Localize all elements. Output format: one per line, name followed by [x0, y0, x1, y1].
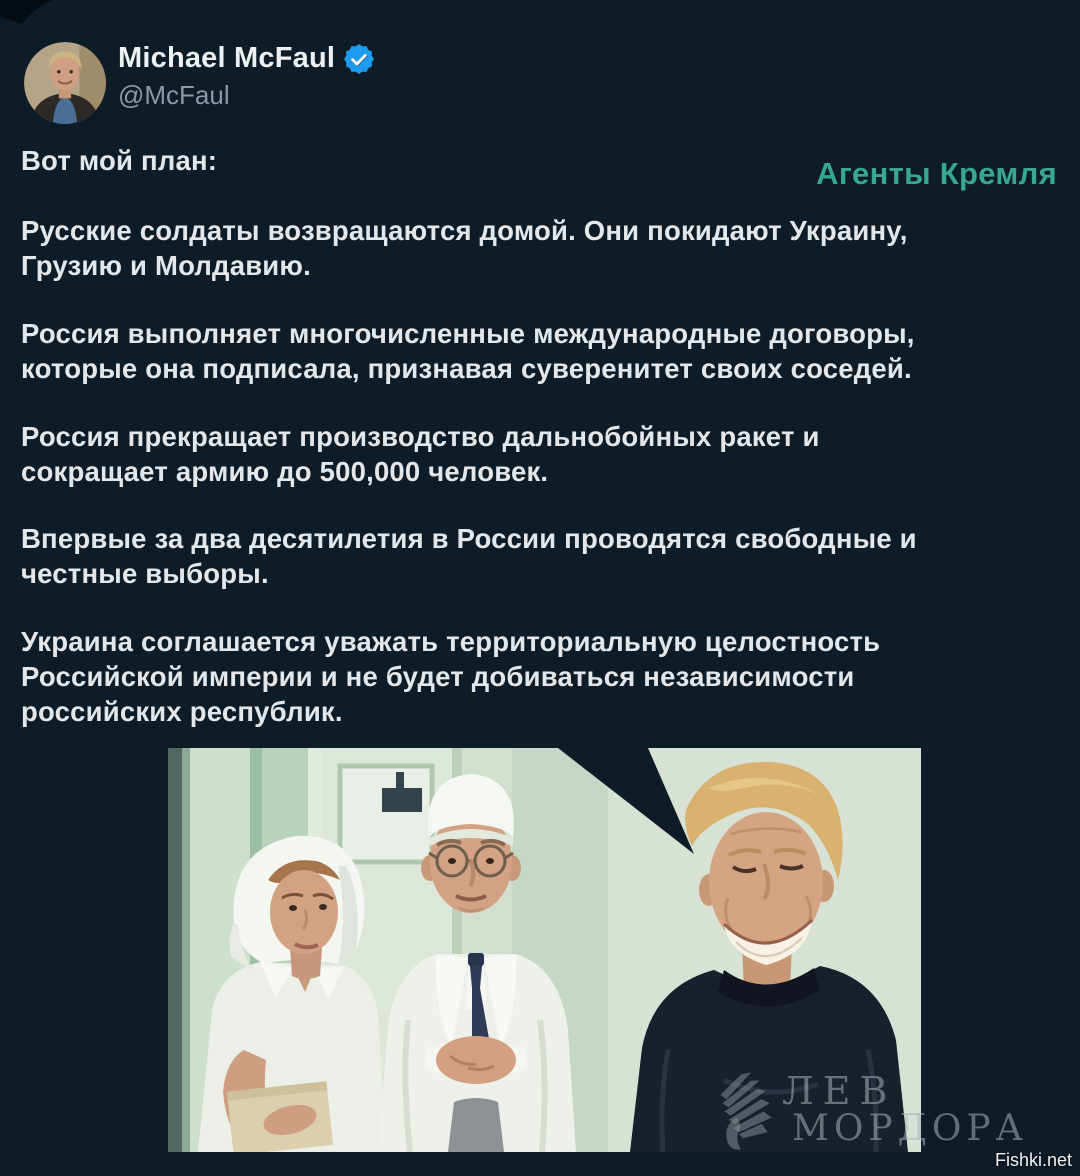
tweet-paragraph-3: [21, 419, 1071, 489]
tweet-text-line: Грузию и Молдавию.: [21, 250, 311, 281]
tweet-text-line: Российской империи и не будет добиваться независимости: [21, 661, 855, 692]
kremlin-agents-watermark: Агенты Кремля: [816, 156, 1057, 191]
tweet-text-line: Украина соглашается уважать территориальную целостность: [21, 626, 881, 657]
lion-mordora-watermark: [706, 1069, 1028, 1150]
tweet-paragraph-1: [21, 213, 1071, 283]
tweet-text-line: сокращает армию до 500,000 человек.: [21, 456, 549, 487]
tweet-paragraph-4: [21, 521, 1071, 591]
tweet-text-line: Вот мой план:: [21, 145, 218, 176]
verified-badge-icon: [344, 44, 374, 74]
lion-watermark-line2: МОРДОРА: [792, 1108, 1028, 1149]
tweet-text-line: Впервые за два десятилетия в России проводятся свободные и: [21, 523, 917, 554]
lion-logo-icon: [706, 1072, 778, 1150]
tweet-text-line: честные выборы.: [21, 558, 269, 589]
lion-watermark-line1: ЛЕВ: [782, 1069, 897, 1113]
tweet-text-line: российских республик.: [21, 696, 343, 727]
tweet-text-line: Россия прекращает производство дальнобойных ракет и: [21, 421, 820, 452]
tweet-paragraph-2: [21, 316, 1071, 386]
scan-artifact: [0, 0, 52, 24]
author-name[interactable]: Michael McFaul: [118, 42, 336, 74]
tweet-paragraph-5: [21, 624, 1071, 729]
avatar-photo-icon: [24, 42, 106, 124]
fishki-site-watermark: Fishki.net: [994, 1150, 1072, 1170]
avatar[interactable]: [24, 42, 106, 124]
tweet-text-line: которые она подписала, признавая суверенитет своих соседей.: [21, 353, 912, 384]
tweet-text-line: Русские солдаты возвращаются домой. Они покидают Украину,: [21, 215, 908, 246]
author-handle[interactable]: @McFaul: [118, 80, 230, 110]
tweet-text-line: Россия выполняет многочисленные международные договоры,: [21, 318, 915, 349]
